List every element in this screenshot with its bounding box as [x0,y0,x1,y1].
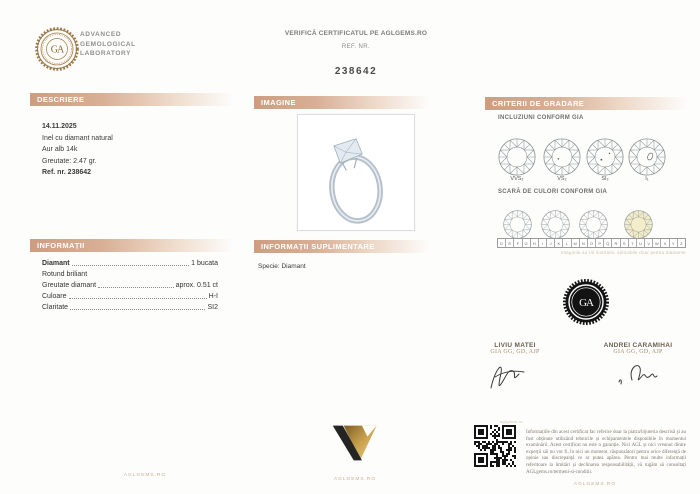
qr-code [474,425,516,467]
site-url-right: AGLGEMS.RO [573,482,617,487]
dotted-leader [72,264,190,266]
info-label: Rotund briliant [42,271,88,278]
color-scale-letter: Y [669,239,677,247]
color-scale-letter: M [571,239,579,247]
table-row [42,289,218,300]
color-scale-ruler [497,238,686,248]
incluziuni-label: INCLUZIUNI CONFORM GIA [498,115,584,121]
color-scale-letter: I [538,239,546,247]
ref-number: 238642 [334,66,378,77]
dotted-leader [98,286,173,288]
signer-credentials: GIA GG, GD, AJP [613,349,663,355]
specie-text: Specie: Diamant [258,263,306,270]
info-value: 1 bucata [191,260,218,267]
description-item: Inel cu diamant natural [42,134,113,142]
info-label: Diamant [42,260,70,267]
info-table [42,256,218,311]
svg-text:GA: GA [50,44,64,56]
color-scale-letter: Z [677,239,685,247]
lab-name-line: ADVANCED [80,31,122,38]
info-value: H-I [208,293,218,300]
signer-block-left [468,342,562,355]
site-url-center: AGLGEMS.RO [333,477,377,482]
table-row [42,256,218,267]
section-header-informatii: INFORMAȚII [30,239,234,252]
clarity-grade-label: VS₂ [557,176,567,182]
color-scale-letter: E [505,239,513,247]
color-scale-letter: R [611,239,619,247]
site-url-left: AGLGEMS.RO [123,473,167,478]
color-scale-letter: N [579,239,587,247]
description-item: Aur alb 14k [42,146,78,153]
signer-block-right [590,342,686,355]
info-label: Culoare [42,293,67,300]
color-scale-letter: S [620,239,628,247]
description-date: 14.11.2025 [42,123,77,130]
clarity-grade-label: VVS₂ [510,176,524,182]
signature-right [616,358,660,390]
table-row [42,278,218,289]
svg-text:GA: GA [579,297,593,309]
signer-credentials: GIA GG, GD, AJP [490,349,540,355]
table-row [42,267,218,278]
dotted-leader [69,297,207,299]
verify-instruction: VERIFICĂ CERTIFICATUL PE AGLGEMS.RO [284,30,428,37]
color-scale-letter: U [636,239,644,247]
lab-seal-icon [35,27,79,71]
scale-caption: Imaginile au rol ilustrativ, aplicabile doar pentru diamante [560,250,686,255]
qr-caption: aglgems.ro [500,419,523,424]
brand-logo [325,422,377,464]
ref-label: REF. NR. [341,44,371,50]
section-header-descriere: DESCRIERE [30,93,234,106]
clarity-diagram-i [628,138,666,176]
color-diagram-tinted [624,210,653,239]
signer-name: ANDREI CARAMIHAI [603,342,673,349]
clarity-diagram-vvs [498,138,536,176]
color-scale-letter: O [587,239,595,247]
color-scale-letter: L [562,239,570,247]
color-scale-letter: H [530,239,538,247]
color-diagram [503,210,532,239]
description-list [42,121,113,179]
clarity-grade-label: I₁ [645,176,649,182]
lab-name-line: LABORATORY [80,50,132,57]
clarity-grade-label: SI₂ [601,176,609,182]
color-diagram [579,210,608,239]
color-diagram [541,210,570,239]
color-scale-letter: J [546,239,554,247]
color-scale-letter: G [522,239,530,247]
section-header-suplimentare: INFORMAȚII SUPLIMENTARE [254,240,430,253]
info-label: Claritate [42,304,69,311]
section-header-imagine: IMAGINE [254,96,430,109]
info-value: aprox. 0.51 ct [175,282,218,289]
scara-culori-label: SCARĂ DE CULORI CONFORM GIA [498,189,608,195]
lab-name [80,30,136,59]
color-scale-letter: Q [603,239,611,247]
color-scale-letter: K [554,239,562,247]
signature-left [486,356,532,392]
color-scale-letter: D [500,241,504,246]
description-ref: Ref. nr. 238642 [42,169,92,176]
color-scale-letter: W [652,239,660,247]
table-row [42,300,218,311]
color-scale-letter: X [660,239,668,247]
color-scale-letter: P [595,239,603,247]
ring-photo [298,115,414,230]
clarity-diagram-si [586,138,624,176]
certification-seal-icon [563,279,609,325]
info-value: SI2 [207,304,218,311]
dotted-leader [70,308,205,310]
color-scale-letter: V [644,239,652,247]
info-label: Greutate diamant [42,282,97,289]
clarity-diagram-vs [543,138,581,176]
reference-block [246,30,466,50]
description-item: Greutate: 2.47 gr. [42,157,97,165]
signer-name: LIVIU MATEI [494,342,536,349]
color-scale-letter: T [628,239,636,247]
section-header-criterii: CRITERII DE GRADARE [485,97,688,110]
disclaimer-text: Informațiile din acest certificat fac referire doar la piatra/bijuteria descrisă și au fost obținute utilizând tehnicile și echipamentele disponibile în momentul examinării. Acest certificat nu este o garanție. Nici AGL și nici vreunul dintre experții săi nu vor fi, în nici un moment, răspunzători pentru orice diferență de opinie sau discrepanță ce ar putea apărea. Pentru mai multe informații referitoare la limitări și declinarea responsabilității, vă rugăm să consultați AGLgems.ro/termeni-si-conditii. [526,430,686,475]
lab-name-line: GEMOLOGICAL [80,40,136,48]
color-scale-letter: F [513,239,521,247]
image-frame [297,114,415,231]
